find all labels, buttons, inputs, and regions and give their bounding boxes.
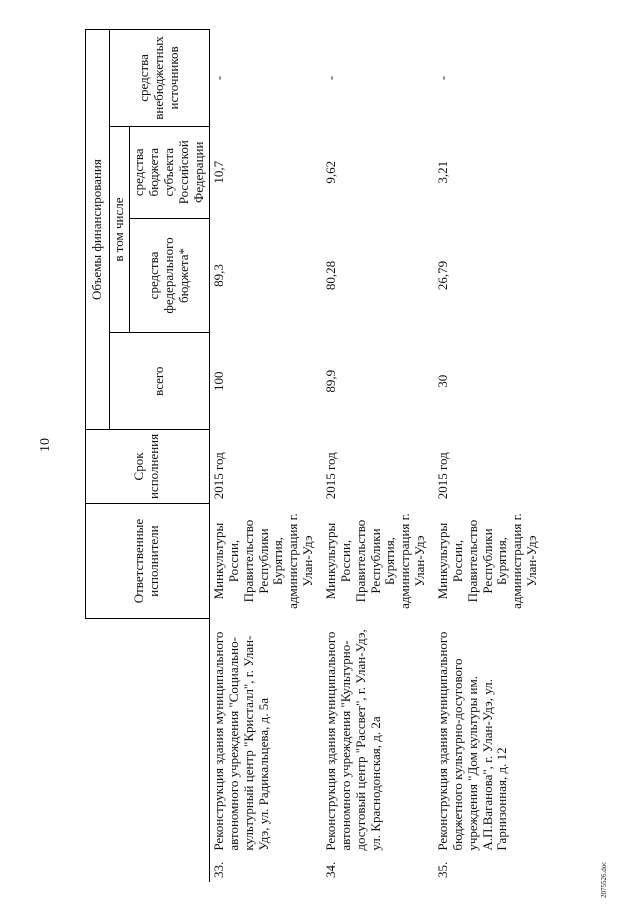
financing-table-rotated	[85, 29, 552, 882]
table-row	[209, 30, 322, 883]
row-total: 30	[434, 374, 450, 388]
row-term: 2015 год	[434, 452, 450, 500]
financing-table	[85, 29, 546, 882]
header-responsible: Ответственные исполнители	[86, 503, 210, 619]
page-number: 10	[38, 438, 53, 452]
header-regional: средства бюджета субъекта Российской Федерации	[130, 126, 210, 218]
row-number: 34.	[322, 861, 338, 878]
row-object-name: Реконструкция здания муниципального автономного учреждения "Культурно-досуговый центр "Рассвет", г. Улан-Удэ, ул. Краснодонская, д. 2а	[322, 629, 383, 851]
row-total: 100	[210, 371, 226, 391]
row-regional: 3,21	[434, 160, 450, 184]
row-term: 2015 год	[210, 452, 226, 500]
row-federal: 80,28	[322, 260, 338, 291]
header-including: в том числе	[110, 126, 130, 332]
row-federal: 26,79	[434, 260, 450, 291]
table-row	[434, 30, 546, 883]
header-federal: средства федерального бюджета*	[130, 218, 210, 333]
row-extrabudget: -	[322, 75, 338, 81]
row-extrabudget: -	[210, 75, 226, 81]
row-responsible: Минкультуры России, Правительство Республики Бурятия, администрация г. Улан-Удэ	[434, 513, 540, 609]
row-responsible: Минкультуры России, Правительство Республики Бурятия, администрация г. Улан-Удэ	[322, 513, 428, 609]
row-responsible: Минкультуры России, Правительство Республики Бурятия, администрация г. Улан-Удэ	[210, 513, 316, 609]
row-number: 35.	[434, 861, 450, 878]
header-volumes: Объемы финансирования	[86, 30, 110, 430]
header-extrabudget: средства внебюджетных источников	[110, 30, 210, 127]
row-extrabudget: -	[434, 75, 450, 81]
table-row	[322, 30, 434, 883]
row-number: 33.	[210, 861, 226, 878]
row-object-name: Реконструкция здания муниципального бюджетного культурно-досугового учреждения "Дом культуры им. А.П.Ваганова", г. Улан-Удэ, ул. Гарнизонная, д. 12	[434, 631, 510, 851]
row-federal: 89,3	[210, 264, 226, 287]
row-regional: 10,7	[210, 160, 226, 184]
row-regional: 9,62	[322, 160, 338, 184]
row-total: 89,9	[322, 369, 338, 393]
header-blank	[86, 619, 210, 882]
header-total: всего	[110, 333, 210, 430]
footer-doc-code: 2075526.doc	[600, 861, 608, 898]
header-term: Срок исполнения	[86, 430, 210, 504]
row-term: 2015 год	[322, 452, 338, 500]
row-object-name: Реконструкция здания муниципального автономного учреждения "Социально-культурный центр "Кристалл", г. Улан-Удэ, ул. Радикальцева, д. 5а	[210, 631, 271, 851]
